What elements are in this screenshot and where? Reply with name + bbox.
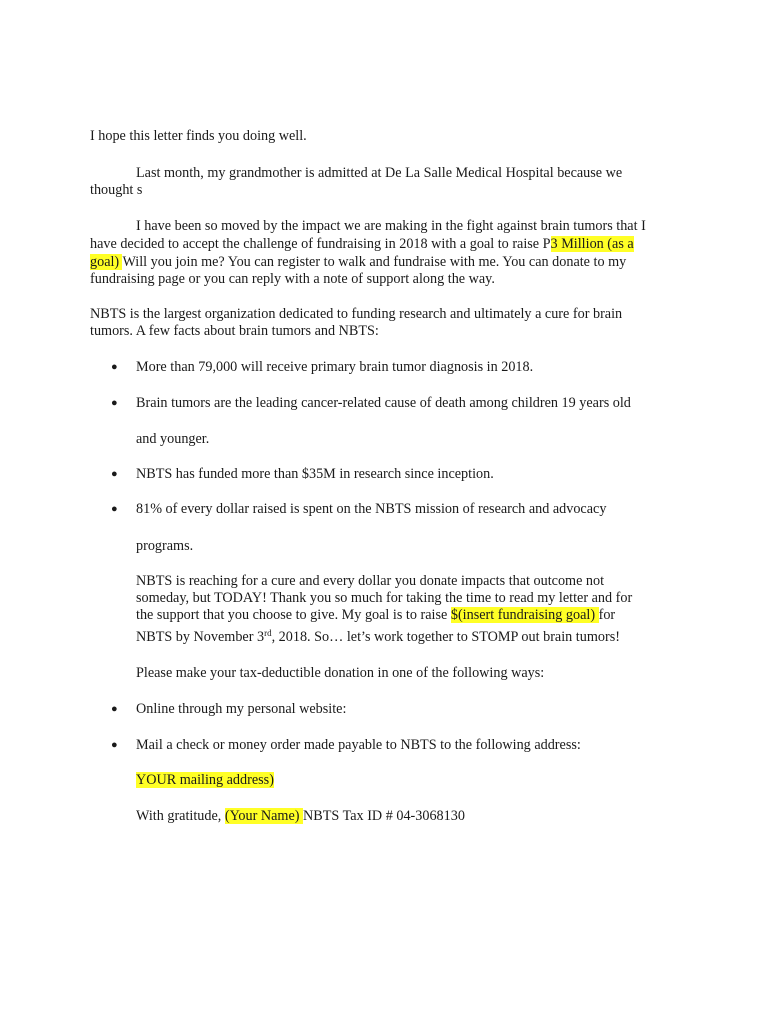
para3-line2 — [90, 323, 379, 340]
para2-line2 — [90, 236, 634, 253]
bullet-icon: ● — [111, 703, 118, 715]
para4-line1 — [136, 573, 604, 590]
bullet-icon: ● — [111, 468, 118, 480]
fact-2a — [136, 395, 631, 412]
para4-line2 — [136, 590, 632, 607]
bullet-icon: ● — [111, 361, 118, 373]
para4-line1-text: NBTS is reaching for a cure and every dollar you donate impacts that outcome not — [136, 573, 605, 589]
greeting — [90, 128, 307, 145]
way-2 — [136, 737, 581, 754]
para2-line3-text: Will you join me? You can register to walk and fundraise with me. You can donate to my — [122, 254, 627, 270]
fact-4a — [136, 501, 606, 518]
para2-line1 — [136, 218, 646, 235]
para2-line4-text: fundraising page or you can reply with a note of support along the way. — [90, 271, 495, 287]
closing — [136, 808, 465, 825]
your-name-highlight: (Your Name) — [224, 808, 304, 824]
goal-highlight-2: goal) — [90, 254, 123, 270]
fact-4b-text: programs. — [136, 538, 194, 554]
bullet-icon: ● — [111, 503, 118, 515]
para2-line2-text: have decided to accept the challenge of fundraising in 2018 with a goal to raise P — [90, 236, 551, 252]
fundraising-goal-highlight: $(insert fundraising goal) — [450, 607, 599, 623]
para3-line1 — [90, 306, 622, 323]
para4-line4 — [136, 629, 620, 646]
way-1-text: Online through my personal website: — [136, 701, 347, 717]
fact-3 — [136, 466, 494, 483]
para4-line4-text: NBTS by November 3 — [136, 629, 265, 645]
para3-line2-text: tumors. A few facts about brain tumors and NBTS: — [90, 323, 379, 339]
mailing-address — [136, 772, 274, 789]
closing-text: With gratitude, — [136, 808, 225, 824]
para2-line1-text: I have been so moved by the impact we are making in the fight against brain tumors that I — [136, 218, 646, 234]
para4-line2-text: someday, but TODAY! Thank you so much for taking the time to read my letter and for — [136, 590, 633, 606]
mailing-address-highlight: YOUR mailing address) — [136, 772, 274, 788]
way-1 — [136, 701, 346, 718]
tax-id-text: NBTS Tax ID # 04-3068130 — [303, 808, 465, 824]
fact-2b — [136, 431, 209, 448]
way-2-text: Mail a check or money order made payable to NBTS to the following address: — [136, 737, 581, 753]
para1-line1-text: Last month, my grandmother is admitted at De La Salle Medical Hospital because we — [136, 165, 623, 181]
para5-text: Please make your tax-deductible donation in one of the following ways: — [136, 665, 545, 681]
para1-line2 — [90, 182, 142, 199]
fact-2a-text: Brain tumors are the leading cancer-related cause of death among children 19 years old — [136, 395, 631, 411]
para2-line3 — [90, 254, 626, 271]
bullet-icon: ● — [111, 397, 118, 409]
para5 — [136, 665, 544, 682]
fact-1-text: More than 79,000 will receive primary brain tumor diagnosis in 2018. — [136, 359, 534, 375]
para1-line2-text: thought s — [90, 182, 143, 198]
para1-line1 — [136, 165, 622, 182]
para4-line3-text: the support that you choose to give. My goal is to raise — [136, 607, 451, 623]
fact-4a-text: 81% of every dollar raised is spent on the NBTS mission of research and advocacy — [136, 501, 607, 517]
para4-line4-end: , 2018. So… let’s work together to STOMP out brain tumors! — [271, 629, 620, 645]
fact-4b — [136, 538, 193, 555]
goal-highlight-1: 3 Million (as a — [550, 236, 634, 252]
greeting-text: I hope this letter finds you doing well. — [90, 128, 307, 144]
fact-2b-text: and younger. — [136, 431, 210, 447]
para3-line1-text: NBTS is the largest organization dedicated to funding research and ultimately a cure for brain — [90, 306, 623, 322]
date-superscript: rd — [264, 628, 272, 638]
fact-3-text: NBTS has funded more than $35M in research since inception. — [136, 466, 494, 482]
para4-line3-end: for — [598, 607, 616, 623]
bullet-icon: ● — [111, 739, 118, 751]
para4-line3 — [136, 607, 615, 624]
para2-line4 — [90, 271, 495, 288]
fact-1 — [136, 359, 533, 376]
